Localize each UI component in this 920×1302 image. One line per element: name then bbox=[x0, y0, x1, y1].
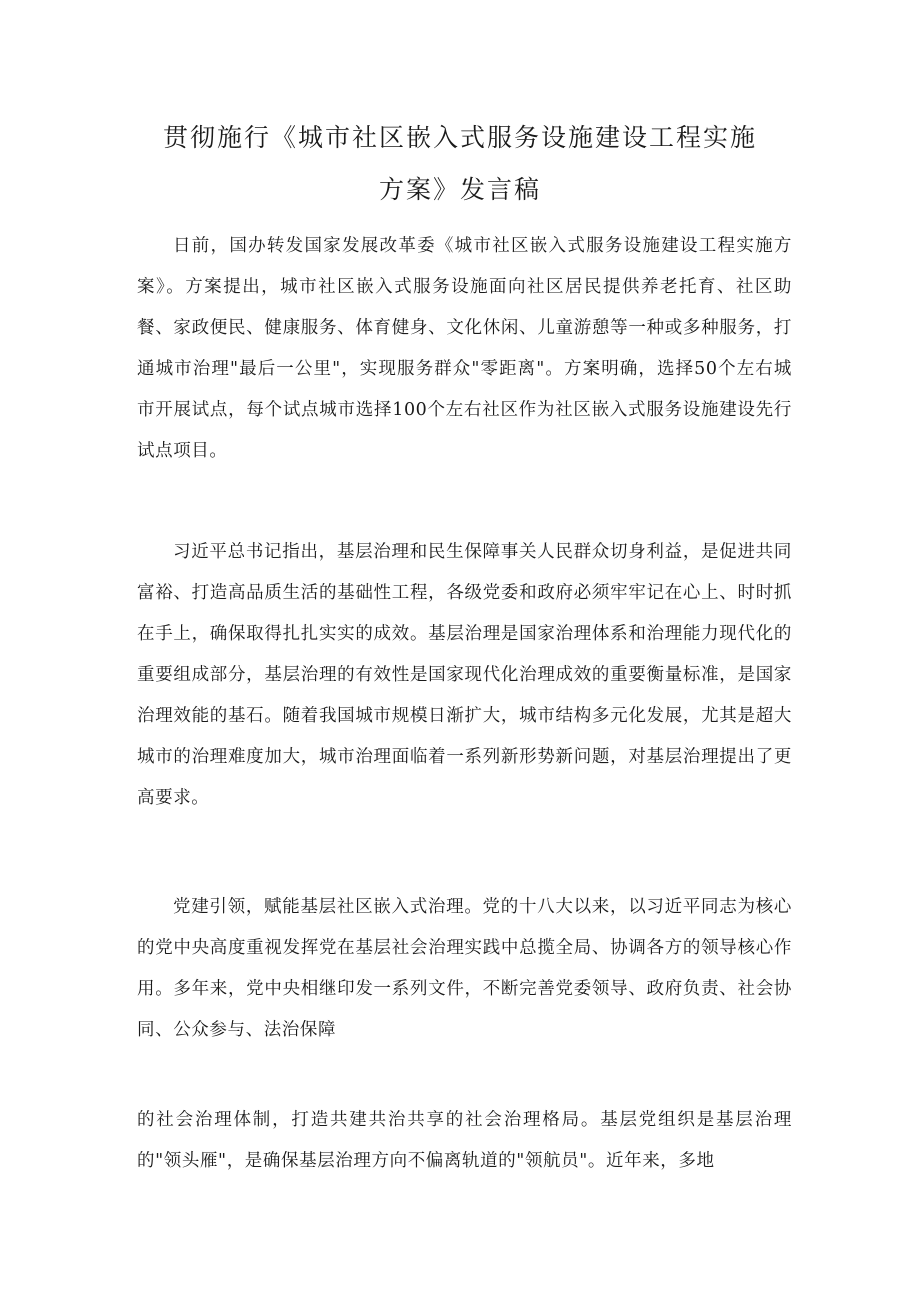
paragraph-2: 习近平总书记指出，基层治理和民生保障事关人民群众切身利益，是促进共同富裕、打造高品质生活的基础性工程，各级党委和政府必须牢牢记在心上、时时抓在手上，确保取得扎扎实实的成效。基层治理是国家治理体系和治理能力现代化的重要组成部分，基层治理的有效性是国家现代化治理成效的重要衡量标准，是国家治理效能的基石。随着我国城市规模日渐扩大，城市结构多元化发展，尤其是超大城市的治理难度加大，城市治理面临着一系列新形势新问题，对基层治理提出了更高要求。 bbox=[137, 542, 792, 808]
title-line-2: 方案》发言稿 bbox=[378, 175, 541, 204]
paragraph-4-continued: 的社会治理体制，打造共建共治共享的社会治理格局。基层党组织是基层治理的"领头雁"，是确保基层治理方向不偏离轨道的"领航员"。近年来，多地 bbox=[137, 1110, 792, 1171]
title-line-1: 贯彻施行《城市社区嵌入式服务设施建设工程实施 bbox=[162, 123, 757, 152]
paragraph-1: 日前，国办转发国家发展改革委《城市社区嵌入式服务设施建设工程实施方案》。方案提出，城市社区嵌入式服务设施面向社区居民提供养老托育、社区助餐、家政便民、健康服务、体育健身、文化休闲、儿童游憩等一种或多种服务，打通城市治理"最后一公里"，实现服务群众"零距离"。方案明确，选择50个左右城市开展试点，每个试点城市选择100个左右社区作为社区嵌入式服务设施建设先行试点项目。 bbox=[137, 236, 792, 461]
document-title bbox=[120, 112, 800, 216]
paragraph-3: 党建引领，赋能基层社区嵌入式治理。党的十八大以来，以习近平同志为核心的党中央高度重视发挥党在基层社会治理实践中总揽全局、协调各方的领导核心作用。多年来，党中央相继印发一系列文件，不断完善党委领导、政府负责、社会协同、公众参与、法治保障 bbox=[137, 897, 792, 1040]
